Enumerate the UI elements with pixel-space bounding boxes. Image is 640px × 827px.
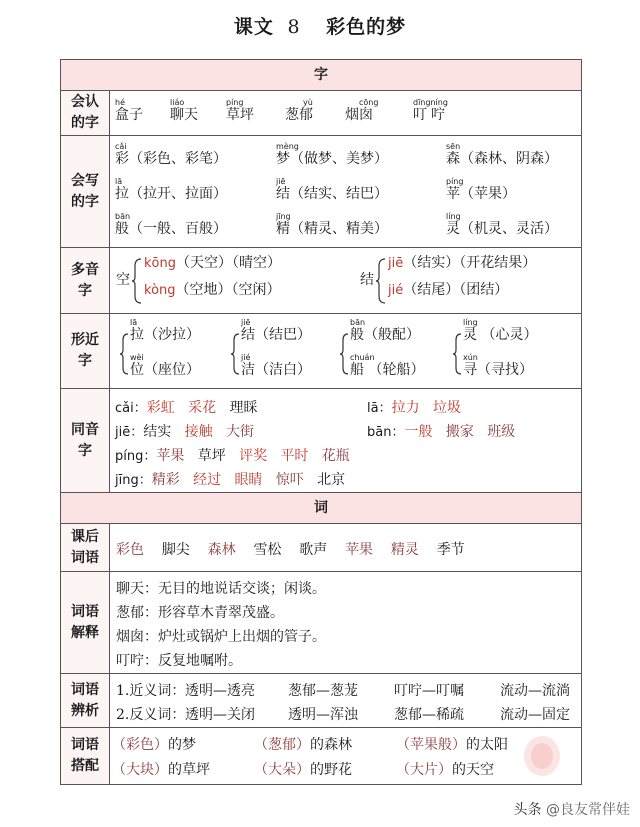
row-content <box>110 389 581 492</box>
antonym-pair: 葱郁—稀疏 <box>394 707 464 723</box>
collocation: （彩色）的梦 <box>112 737 196 753</box>
synonym-pair: 叮咛—叮嘱 <box>394 683 464 699</box>
section-band-zi: 字 <box>61 60 581 91</box>
seal-mark-icon <box>522 734 562 778</box>
char-item: lā 拉（拉开、拉面） <box>115 177 227 202</box>
row-label: 词语 解释 <box>61 572 110 673</box>
synonym-pair: 透明—透亮 <box>185 683 255 699</box>
collocation: （大片）的天空 <box>396 762 494 778</box>
homophone-line: jīng：精彩 经过 眼睛 惊吓 北京 <box>115 472 346 488</box>
char-item: jīng 精（精灵、精美） <box>276 212 388 237</box>
row-duo-yin <box>61 248 581 314</box>
word-item: yù 葱郁 <box>285 98 313 123</box>
antonym-pair: 透明—关闭 <box>185 707 255 723</box>
row-content <box>110 674 581 727</box>
brace-icon <box>376 258 386 304</box>
char-item: líng 灵（机灵、灵活） <box>446 212 558 237</box>
word-item: hé 盒子 <box>115 98 143 123</box>
row-label: 会写 的字 <box>61 136 110 247</box>
row-content <box>110 91 581 135</box>
synonym-pair: 流动—流淌 <box>500 683 570 699</box>
word-item: cōng 烟囱 <box>345 98 379 123</box>
char-item: cǎi 彩（彩色、彩笔） <box>115 142 227 167</box>
row-label: 课后 词语 <box>61 524 110 571</box>
row-label: 多音 字 <box>61 248 110 313</box>
polyphone-reading: jié（结尾）（团结） <box>388 282 509 298</box>
row-content <box>110 572 581 673</box>
row-label: 同音 字 <box>61 389 110 492</box>
section-band-ci: 词 <box>61 493 581 524</box>
definition-line: 葱郁：形容草木青翠茂盛。 <box>116 605 284 621</box>
definition-line: 烟囱：炉灶或锅炉上出烟的管子。 <box>116 629 326 645</box>
row-content <box>110 728 581 784</box>
row-label: 词语 搭配 <box>61 728 110 784</box>
char-item: sēn 森（森林、阴森） <box>446 142 558 167</box>
char-item: lā 拉（沙拉） <box>130 318 200 343</box>
word-item: liáo 聊天 <box>170 98 198 123</box>
polyphone-char: 空 <box>116 272 130 288</box>
brace-icon <box>120 333 128 375</box>
antonym-pair: 透明—浑浊 <box>288 707 358 723</box>
word-list: 彩色 脚尖 森林 雪松 歌声 苹果 精灵 季节 <box>116 542 465 558</box>
char-item: líng 灵 （心灵） <box>463 318 538 343</box>
char-item: wèi 位（座位） <box>130 353 200 378</box>
row-content <box>110 136 581 247</box>
row-hui-ren <box>61 91 581 136</box>
brace-icon <box>453 333 461 375</box>
synonym-pair: 葱郁—葱茏 <box>288 683 358 699</box>
collocation: （大块）的草坪 <box>112 762 210 778</box>
row-content <box>110 314 581 388</box>
homophone-line: píng：苹果 草坪 评奖 平时 花瓶 <box>115 448 350 464</box>
brace-icon <box>231 333 239 375</box>
synonym-label: 1.近义词： <box>116 683 186 699</box>
homophone-line: jiē：结实 接触 大街 <box>115 424 254 440</box>
row-content <box>110 524 581 571</box>
collocation: （苹果般）的太阳 <box>396 737 508 753</box>
row-jie-shi <box>61 572 581 674</box>
antonym-pair: 流动—固定 <box>500 707 570 723</box>
brace-icon <box>132 258 142 304</box>
collocation: （大朵）的野花 <box>254 762 352 778</box>
char-item: jié 洁（洁白） <box>241 353 311 378</box>
char-item: bān 般（般配） <box>350 318 420 343</box>
row-bian-xi <box>61 674 581 728</box>
word-item: dīngníng 叮咛 <box>413 98 449 123</box>
definition-line: 叮咛：反复地嘱咐。 <box>116 653 242 669</box>
polyphone-reading: kōng（天空）（晴空） <box>144 255 281 271</box>
row-ke-hou <box>61 524 581 572</box>
char-item: jiē 结（结巴） <box>241 318 311 343</box>
polyphone-char: 结 <box>360 272 374 288</box>
word-item: píng 草坪 <box>226 98 254 123</box>
row-hui-xie <box>61 136 581 248</box>
char-item: mèng 梦（做梦、美梦） <box>276 142 388 167</box>
homophone-line: bān：一般 搬家 班级 <box>367 424 516 440</box>
homophone-line: cǎi：彩虹 采花 理睬 <box>115 400 258 416</box>
row-label: 会认 的字 <box>61 91 110 135</box>
brace-icon <box>340 333 348 375</box>
row-tong-yin <box>61 389 581 493</box>
row-content <box>110 248 581 313</box>
polyphone-reading: jiē（结实）（开花结果） <box>388 255 537 271</box>
definition-line: 聊天：无目的地说话交谈；闲谈。 <box>116 581 326 597</box>
row-label: 词语 辨析 <box>61 674 110 727</box>
char-item: chuán 船 （轮船） <box>350 353 425 378</box>
page-title: 课文 8 彩色的梦 <box>233 16 407 38</box>
watermark: 头条 @良友常伴娃 <box>513 802 630 818</box>
row-xing-jin <box>61 314 581 389</box>
row-da-pei <box>61 728 581 784</box>
char-item: xún 寻（寻找） <box>463 353 533 378</box>
char-item: bān 般（一般、百般） <box>115 212 227 237</box>
worksheet-table <box>60 59 582 785</box>
collocation: （葱郁）的森林 <box>254 737 352 753</box>
homophone-line: lā：拉力 垃圾 <box>367 400 461 416</box>
char-item: píng 苹（苹果） <box>446 177 516 202</box>
polyphone-reading: kòng（空地）（空闲） <box>144 282 281 298</box>
char-item: jiē 结（结实、结巴） <box>276 177 388 202</box>
antonym-label: 2.反义词： <box>116 707 186 723</box>
row-label: 形近 字 <box>61 314 110 388</box>
